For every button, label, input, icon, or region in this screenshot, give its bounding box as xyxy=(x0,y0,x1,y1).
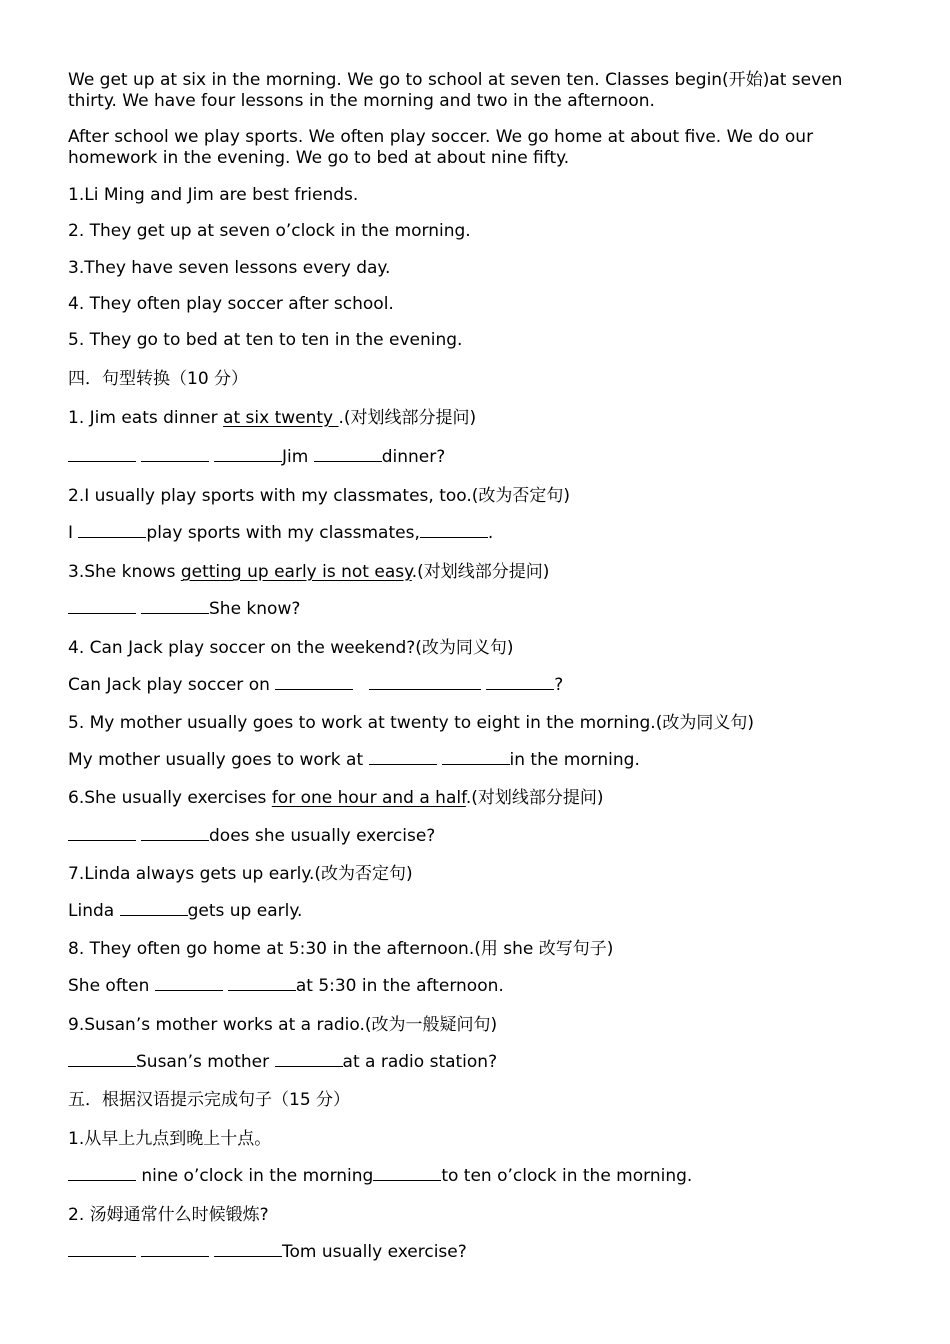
section-4-title: 四．句型转换（10 分） xyxy=(68,369,249,389)
s4-q3-pre: 3.She knows xyxy=(68,562,181,582)
s4-question-2: 2.I usually play sports with my classmates, too.(改为否定句) xyxy=(68,486,571,506)
tf-item-2: 2. They get up at seven o’clock in the morning. xyxy=(68,221,471,241)
answer-blank[interactable] xyxy=(141,1242,209,1257)
answer-blank[interactable] xyxy=(120,901,188,916)
section-5-title: 五．根据汉语提示完成句子（15 分） xyxy=(68,1090,351,1110)
s4-a5-text-b: in the morning. xyxy=(509,750,640,770)
tf-item-3: 3.They have seven lessons every day. xyxy=(68,258,391,278)
answer-blank[interactable] xyxy=(141,447,209,462)
s4-q6-pre: 6.She usually exercises xyxy=(68,788,272,808)
answer-blank[interactable] xyxy=(78,523,146,538)
s4-answer-1 xyxy=(68,447,445,468)
s4-answer-2 xyxy=(68,523,493,544)
s4-answer-5 xyxy=(68,750,640,771)
s4-a2-text-c: . xyxy=(487,523,494,543)
s4-question-1 xyxy=(68,408,476,429)
s4-a8-text-a: She often xyxy=(68,976,155,996)
s5-a1-text-a: nine o’clock in the morning xyxy=(136,1166,374,1186)
tf-item-4: 4. They often play soccer after school. xyxy=(68,294,394,314)
s4-a9-text-b: at a radio station? xyxy=(342,1052,498,1072)
s4-question-6 xyxy=(68,788,604,809)
answer-blank[interactable] xyxy=(369,750,437,765)
answer-blank[interactable] xyxy=(214,1242,282,1257)
s4-a6-text: does she usually exercise? xyxy=(209,826,436,846)
answer-blank[interactable] xyxy=(68,599,136,614)
s4-a9-text-a: Susan’s mother xyxy=(136,1052,275,1072)
s5-a1-text-b: to ten o’clock in the morning. xyxy=(441,1166,693,1186)
s4-a1-text-b: dinner? xyxy=(381,447,446,467)
answer-blank[interactable] xyxy=(373,1166,441,1181)
tf-item-1: 1.Li Ming and Jim are best friends. xyxy=(68,185,359,205)
s5-answer-1 xyxy=(68,1166,692,1187)
s4-answer-4 xyxy=(68,675,563,696)
s4-q6-underlined: for one hour and a half xyxy=(271,788,466,808)
s5-answer-2 xyxy=(68,1242,467,1263)
s4-a8-text-b: at 5:30 in the afternoon. xyxy=(295,976,504,996)
s4-answer-6 xyxy=(68,826,435,847)
s4-a2-text-b: play sports with my classmates, xyxy=(146,523,420,543)
s4-q1-underlined: at six twenty xyxy=(223,408,339,428)
s4-question-4: 4. Can Jack play soccer on the weekend?(改为同义句) xyxy=(68,638,514,658)
s4-question-9: 9.Susan’s mother works at a radio.(改为一般疑问句) xyxy=(68,1015,498,1035)
s4-a7-text-b: gets up early. xyxy=(187,901,303,921)
s5-question-2: 2. 汤姆通常什么时候锻炼? xyxy=(68,1205,269,1225)
answer-blank[interactable] xyxy=(68,1242,136,1257)
s4-a3-text: She know? xyxy=(209,599,301,619)
answer-blank[interactable] xyxy=(141,826,209,841)
s4-answer-3 xyxy=(68,599,300,620)
answer-blank[interactable] xyxy=(228,976,296,991)
answer-blank[interactable] xyxy=(275,1052,343,1067)
answer-blank[interactable] xyxy=(68,1166,136,1181)
answer-blank[interactable] xyxy=(369,675,481,690)
s4-answer-8 xyxy=(68,976,504,997)
s4-a1-text-a: Jim xyxy=(282,447,314,467)
answer-blank[interactable] xyxy=(420,523,488,538)
answer-blank[interactable] xyxy=(486,675,554,690)
s4-q3-underlined: getting up early is not easy xyxy=(180,562,412,582)
answer-blank[interactable] xyxy=(275,675,353,690)
s4-q1-post: .(对划线部分提问) xyxy=(338,408,477,428)
s4-a2-text-a: I xyxy=(68,523,79,543)
answer-blank[interactable] xyxy=(141,599,209,614)
passage-paragraph-2: After school we play sports. We often play soccer. We go home at about five. We do our homework in the evening. We go to bed at about nine fifty. xyxy=(68,127,814,168)
s5-a2-text: Tom usually exercise? xyxy=(282,1242,467,1262)
tf-item-5: 5. They go to bed at ten to ten in the evening. xyxy=(68,330,463,350)
answer-blank[interactable] xyxy=(314,447,382,462)
s4-question-5: 5. My mother usually goes to work at twenty to eight in the morning.(改为同义句) xyxy=(68,713,754,733)
answer-blank[interactable] xyxy=(68,447,136,462)
s4-a5-text-a: My mother usually goes to work at xyxy=(68,750,369,770)
answer-blank[interactable] xyxy=(68,826,136,841)
s4-answer-7 xyxy=(68,901,302,922)
s4-a4-text-a: Can Jack play soccer on xyxy=(68,675,276,695)
s4-a7-text-a: Linda xyxy=(68,901,120,921)
s4-question-7: 7.Linda always gets up early.(改为否定句) xyxy=(68,864,413,884)
s4-question-8: 8. They often go home at 5:30 in the afternoon.(用 she 改写句子) xyxy=(68,939,614,959)
passage-paragraph-1: We get up at six in the morning. We go to school at seven ten. Classes begin(开始)at seven thirty. We have four lessons in the morning and two in the afternoon. xyxy=(68,70,843,111)
s4-answer-9 xyxy=(68,1052,497,1073)
s4-a4-text-b: ? xyxy=(554,675,564,695)
s4-q1-pre: 1. Jim eats dinner xyxy=(68,408,224,428)
s4-q6-post: .(对划线部分提问) xyxy=(465,788,604,808)
answer-blank[interactable] xyxy=(68,1052,136,1067)
answer-blank[interactable] xyxy=(214,447,282,462)
answer-blank[interactable] xyxy=(442,750,510,765)
answer-blank[interactable] xyxy=(155,976,223,991)
s5-question-1: 1.从早上九点到晚上十点。 xyxy=(68,1129,272,1149)
s4-q3-post: .(对划线部分提问) xyxy=(411,562,550,582)
s4-question-3 xyxy=(68,562,549,583)
